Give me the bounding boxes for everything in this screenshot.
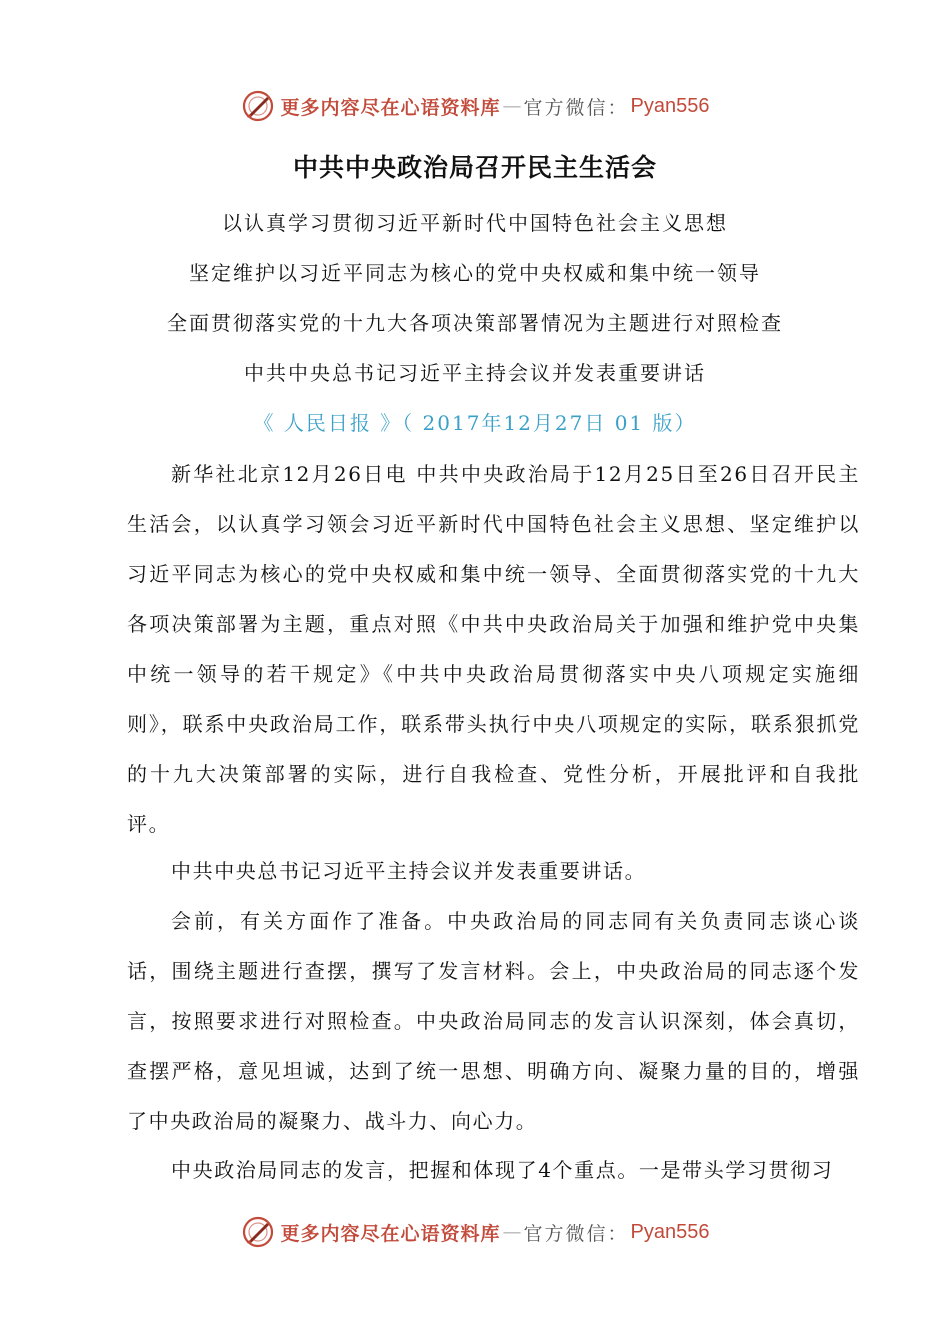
document-subtitle: 坚定维护以习近平同志为核心的党中央权威和集中统一领导 [189,261,761,285]
brush-logo-icon [241,89,275,123]
watermark-official-label: 官方微信： [523,96,629,119]
body-paragraph: 中共中央总书记习近平主持会议并发表重要讲话。 [171,859,647,883]
watermark-wechat-id: Pyan556 [630,94,710,117]
header-watermark [0,86,950,126]
body-paragraph: 新华社北京12月26日电 中共中央政治局于12月25日至26日召开民主生活会，以认真学习领会习近平新时代中国特色社会主义思想、坚定维护以习近平同志为核心的党中央权威和集中统一领导、全面贯彻落实党的十九大各项决策部署为主题，重点对照《中共中央政治局关于加强和维护党中央集中统一领导的若干规定》《中共中央政治局贯彻落实中央八项规定实施细则》，联系中央政治局工作，联系带头执行中央八项规定的实际，联系狠抓党的十九大决策部署的实际，进行自我检查、党性分析，开展批评和自我批评。 [127,462,860,836]
document-subtitle: 全面贯彻落实党的十九大各项决策部署情况为主题进行对照检查 [167,311,783,335]
watermark-wechat-id: Pyan556 [630,1220,710,1243]
document-subtitle: 中共中央总书记习近平主持会议并发表重要讲话 [244,361,706,385]
watermark-brand-text: 更多内容尽在心语资料库 [280,96,501,119]
body-paragraph: 中央政治局同志的发言，把握和体现了4个重点。一是带头学习贯彻习 [171,1158,834,1182]
watermark-separator: — [502,95,522,117]
document-title: 中共中央政治局召开民主生活会 [292,153,657,182]
footer-watermark [0,1212,950,1252]
brush-logo-icon [241,1215,275,1249]
watermark-official-label: 官方微信： [523,1222,629,1245]
document-source: 《 人民日报 》（ 2017年12月27日 01 版） [253,411,697,435]
body-paragraph: 会前，有关方面作了准备。中央政治局的同志同有关负责同志谈心谈话，围绕主题进行查摆，撰写了发言材料。会上，中央政治局的同志逐个发言，按照要求进行对照检查。中央政治局同志的发言认识深刻，体会真切，查摆严格，意见坦诚，达到了统一思想、明确方向、凝聚力量的目的，增强了中央政治局的凝聚力、战斗力、向心力。 [127,909,860,1133]
document-subtitle: 以认真学习贯彻习近平新时代中国特色社会主义思想 [222,211,728,235]
watermark-separator: — [502,1221,522,1243]
watermark-brand-text: 更多内容尽在心语资料库 [280,1222,501,1245]
